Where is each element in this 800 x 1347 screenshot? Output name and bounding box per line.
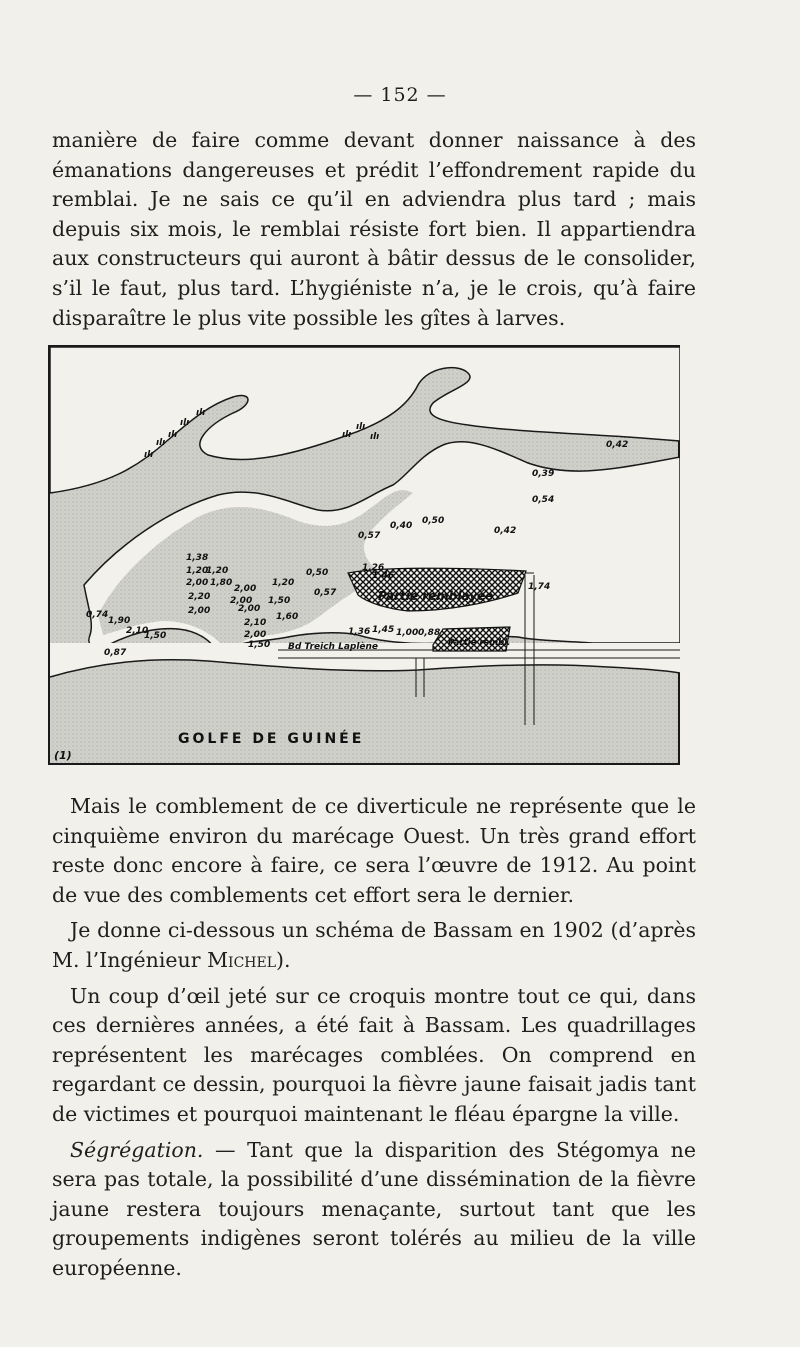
figure-number: (1): [54, 749, 72, 762]
sounding-label: 1,20: [272, 578, 295, 588]
sounding-label: 1,45: [372, 625, 395, 635]
marsh-symbol: ılı: [168, 430, 178, 440]
marsh-symbol: ılı: [180, 418, 190, 428]
figure-map: [48, 345, 680, 765]
sounding-label: 1,50: [144, 631, 167, 641]
sounding-label: 2,00: [188, 606, 211, 616]
paragraph-3-name: Michel: [207, 947, 277, 972]
paragraph-3-year: 1902: [551, 918, 604, 943]
gulf-label: GOLFE DE GUINÉE: [178, 731, 365, 747]
sounding-label: 0,74: [86, 610, 109, 620]
paragraph-5-body: Tant que la disparition des Stégomya ne sera pas totale, la possibilité d’une dissémination de la fièvre jaune restera toujours menaçante, surtout tant que les groupements indigènes seront tolérés au milieu de la ville européenne.: [52, 1137, 696, 1280]
sounding-label: 1,50: [248, 640, 271, 650]
sounding-label: 1,80: [210, 578, 233, 588]
sounding-label: 0,88: [418, 628, 441, 638]
paragraph-3-middle: (d’après M. l’Ingénieur: [52, 918, 696, 972]
marsh-symbol: ılı: [156, 438, 166, 448]
filled-area-label: Partie remblayée: [378, 589, 494, 603]
sounding-label: 2,00: [238, 604, 261, 614]
sounding-label: 0,57: [314, 588, 337, 598]
sounding-label: 2,00: [244, 630, 267, 640]
marsh-symbol: ılı: [196, 408, 206, 418]
street-label: Bd Treich Laplène: [288, 642, 379, 652]
sounding-label: 1,00: [396, 628, 419, 638]
sounding-label: 1,20: [206, 566, 229, 576]
paragraph-5-dash: —: [203, 1137, 248, 1162]
sounding-label: 1,38: [186, 553, 209, 563]
text-lower: [52, 792, 696, 1284]
marsh-symbol: ılı: [342, 430, 352, 440]
sounding-label: 1,60: [276, 612, 299, 622]
sounding-label: 2,00: [234, 584, 257, 594]
paragraph-3-end: ).: [276, 947, 291, 972]
paragraph-2-start: Mais le comblement de ce diverticule ne représente que le cinquième environ du marécage Ouest. Un très grand effort reste donc encore à faire, ce sera l’œuvre de: [52, 794, 696, 878]
paragraph-intro: [52, 126, 696, 333]
paragraph-5-title: Ségrégation.: [70, 1137, 204, 1162]
sounding-label: 2,10: [244, 618, 267, 628]
page-number: — 152 —: [353, 84, 447, 106]
sounding-label: 2,20: [188, 592, 211, 602]
sounding-label: 0,39: [532, 469, 555, 479]
sounding-label: 0,42: [494, 526, 517, 536]
sounding-label: 0,87: [104, 648, 127, 658]
sounding-label: 1,90: [108, 616, 131, 626]
sounding-label: 1,50: [268, 596, 291, 606]
sounding-label: 2,10: [126, 626, 149, 636]
marsh-symbol: ılı: [356, 422, 366, 432]
marsh-symbol: ılı: [370, 432, 380, 442]
paragraph-2-date: 1912: [539, 853, 592, 878]
filled-area-small-label: Partie rembl.: [448, 638, 511, 648]
sounding-label: 1,36: [348, 627, 371, 637]
sounding-label: 1,20: [186, 566, 209, 576]
sounding-label: 2,00: [230, 596, 253, 606]
marsh-symbol: ılı: [144, 450, 154, 460]
sounding-label: 2,00: [186, 578, 209, 588]
sounding-label: 1,46: [372, 571, 395, 581]
paragraph-4: Un coup d’œil jeté sur ce croquis montre tout ce qui, dans ces dernières années, a été fait à Bassam. Les quadrillages représentent les marécages comblées. On comprend en regardant ce dessin, pourquoi la fièvre jaune faisait jadis tant de victimes et pourquoi maintenant le fléau épargne la ville.: [52, 983, 696, 1126]
sounding-label: 0,50: [306, 568, 329, 578]
paragraph-3-start: Je donne ci-dessous un schéma de Bassam en: [70, 918, 552, 943]
sounding-label: 1,26: [362, 563, 385, 573]
paragraph-3: [52, 916, 696, 975]
sounding-label: 0,50: [422, 516, 445, 526]
paragraph-2: [52, 792, 696, 910]
sounding-label: 0,57: [358, 531, 381, 541]
sounding-label: 0,42: [606, 440, 629, 450]
paragraph-5: [52, 1136, 696, 1284]
sounding-label: 0,40: [390, 521, 413, 531]
paragraph-1-text: manière de faire comme devant donner naissance à des émanations dangereuses et prédit l’effondrement rapide du remblai. Je ne sais ce qu’il en adviendra plus tard ; mais depuis six mois, le remblai résiste fort bien. Il appartiendra aux constructeurs qui auront à bâtir dessus de le consolider, s’il le faut, plus tard. L’hygiéniste n’a, je le crois, qu’à faire disparaître le plus vite possible les gîtes à larves.: [52, 128, 696, 330]
sounding-label: 1,74: [528, 582, 551, 592]
paragraph-2-end: . Au point de vue des comblements cet effort sera le dernier.: [52, 853, 696, 907]
sounding-label: 0,54: [532, 495, 555, 505]
